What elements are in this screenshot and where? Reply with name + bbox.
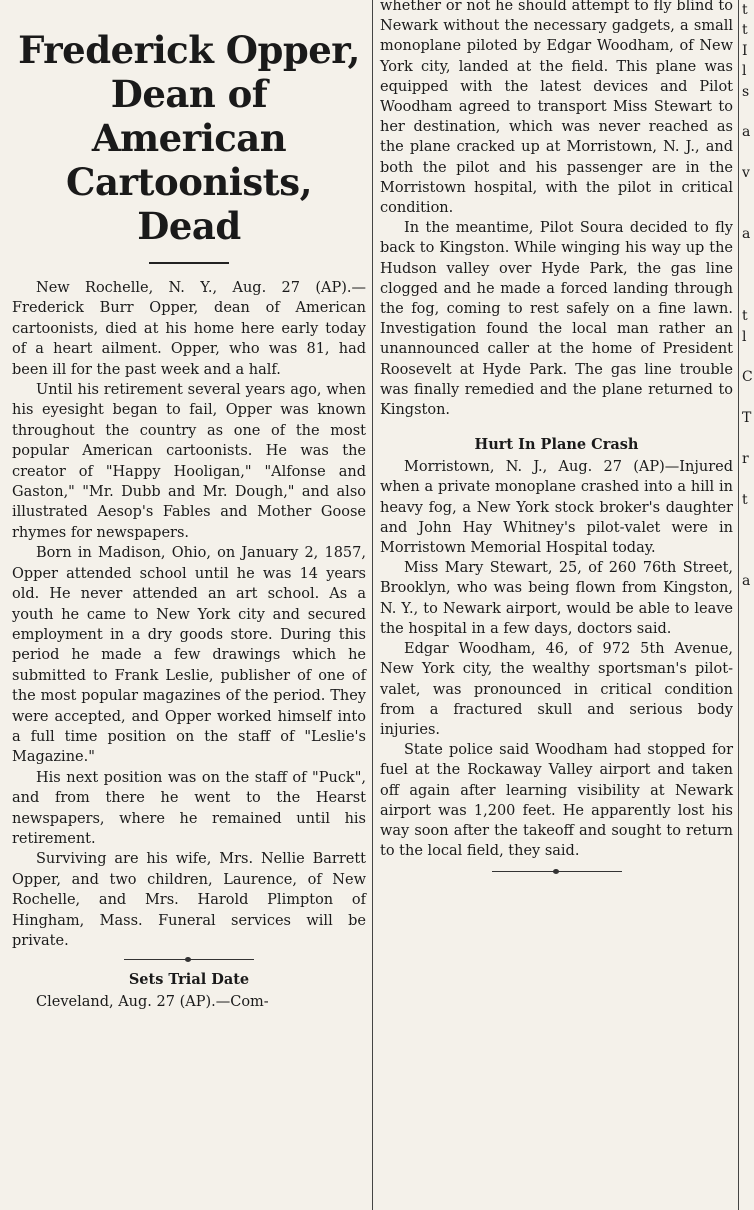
cropped-text-line [742,857,754,877]
cropped-text-line [742,612,754,632]
article-paragraph: Surviving are his wife, Mrs. Nellie Barrett Opper, and two children, Laurence, of New Rochelle, and Mrs. Harold Plimpton of Hingham, Mass. Funeral services will be private. [12,851,366,949]
article-headline: Frederick Opper, Dean of American Cartoonists, Dead [18,28,360,248]
article-paragraph: Born in Madison, Ohio, on January 2, 1857, Opper attended school until he was 14 years old. He never attended an art school. As a youth he came to New York city and secured employment in a dry goods store. During this period he made a few drawings which he submitted to Frank Leslie, publisher of one of the most popular magazines of the period. They were accepted, and Opper worked himself into a full time position on the staff of "Leslie's Magazine." [12,545,366,766]
article-paragraph: New Rochelle, N. Y., Aug. 27 (AP).—Frederick Burr Opper, dean of American cartoonists, died at his home here early today of a heart ailment. Opper, who was 81, had been ill for the past week and a half. [12,280,366,378]
cropped-text-line [742,877,754,897]
cropped-text-line: t [742,22,748,39]
cropped-text-line [742,388,754,408]
cropped-text-line [742,469,754,489]
column-rule-left [372,0,373,1210]
cropped-text-line [742,531,754,551]
cropped-text-line [742,796,754,816]
cropped-text-line [742,673,754,693]
cropped-text-line: r [742,450,749,467]
cropped-text-line [742,102,754,122]
cropped-text-line: t [742,2,748,18]
article-paragraph: whether or not he should attempt to fly blind to Newark without the necessary gadgets, a small monoplane piloted by Edgar Woodham, of New York city, landed at the field. This plane was equipped with the latest devices and Pilot Woodham agreed to transport Miss Stewart to her destination, which was never reached as the plane cracked up at Morristown, N. J., and both the pilot and his passenger are in the Morristown hospital, with the pilot in critical condition. [380,0,733,217]
cropped-text-lines [742,0,754,980]
right-column-fragment [742,0,754,980]
section-divider [492,867,622,877]
cropped-text-line: t [742,491,748,508]
cropped-text-line: t [742,308,748,325]
cropped-text-line [742,184,754,204]
cropped-text-line [742,898,754,918]
cropped-text-line [742,939,754,959]
cropped-text-line [742,592,754,612]
cropped-text-line: a [742,124,751,141]
cropped-text-line [742,551,754,571]
cropped-text-line [742,816,754,836]
article-paragraph: Miss Mary Stewart, 25, of 260 76th Street, Brooklyn, who was being flown from Kingston, N. Y., to Newark airport, would be able to leave the hospital in a few days, doctors said. [380,560,733,637]
cropped-text-line [742,633,754,653]
left-column [12,0,366,1013]
cropped-text-line [742,918,754,938]
article-paragraph: In the meantime, Pilot Soura decided to fly back to Kingston. While winging his way up the Hudson valley over Hyde Park, the gas line clogged and he made a forced landing through the fog, coming to rest safely on a fine lawn. Investigation found the local man rather an unannounced caller at the home of President Roosevelt at Hyde Park. The gas line trouble was finally remedied and the plane returned to Kingston. [380,220,733,419]
cropped-text-line [742,510,754,530]
cropped-text-line [742,959,754,979]
cropped-text-line [742,265,754,285]
section-subhead: Sets Trial Date [128,971,250,989]
cropped-text-line: a [742,573,751,590]
article-paragraph: State police said Woodham had stopped for fuel at the Rockaway Valley airport and taken off again after learning visibility at Newark airport was 1,200 feet. He apparently lost his way soon after the takeoff and sought to return to the local field, they said. [380,742,733,860]
cropped-text-line [742,837,754,857]
section-subhead: Hurt In Plane Crash [474,436,639,454]
article-paragraph: Edgar Woodham, 46, of 972 5th Avenue, New York city, the wealthy sportsman's pilot-valet, was pronounced in critical condition from a fractured skull and serious body injuries. [380,641,733,738]
cropped-text-line: l [742,328,747,345]
cropped-text-line: C [742,369,753,386]
article-paragraph: Until his retirement several years ago, when his eyesight began to fail, Opper was known throughout the country as one of the most popular American cartoonists. He was the creator of "Happy Hooligan," "Alfonse and Gaston," "Mr. Dubb and Mr. Dough," and also illustrated Aesop's Fables and Mother Goose rhymes for newspapers. [12,382,366,541]
cropped-text-line [742,653,754,673]
cropped-text-line [742,347,754,367]
cropped-text-line [742,694,754,714]
cropped-text-line: v [742,165,750,182]
column-rule-right [738,0,739,1210]
article-paragraph: Morristown, N. J., Aug. 27 (AP)—Injured when a private monoplane crashed into a hill in heavy fog, a New York stock broker's daughter and John Hay Whitney's pilot-valet were in Morristown Memorial Hospital today. [380,459,733,557]
cropped-text-line [742,429,754,449]
cropped-text-line: a [742,226,751,243]
cropped-text-line [742,714,754,734]
cropped-text-line [742,204,754,224]
article-paragraph: Cleveland, Aug. 27 (AP).—Com- [36,994,269,1011]
cropped-text-line: T [742,410,752,427]
cropped-text-line [742,775,754,795]
cropped-text-line [742,286,754,306]
middle-column [380,0,733,879]
cropped-text-line [742,755,754,775]
headline-rule [149,262,229,264]
cropped-text-line [742,143,754,163]
cropped-text-line: l [742,63,747,80]
cropped-text-line [742,245,754,265]
cropped-text-line: I [742,42,748,59]
article-paragraph: His next position was on the staff of "Puck", and from there he went to the Hearst newspapers, where he remained until his retirement. [12,769,366,847]
cropped-text-line [742,735,754,755]
cropped-text-line: s [742,83,750,100]
section-divider [124,955,254,965]
